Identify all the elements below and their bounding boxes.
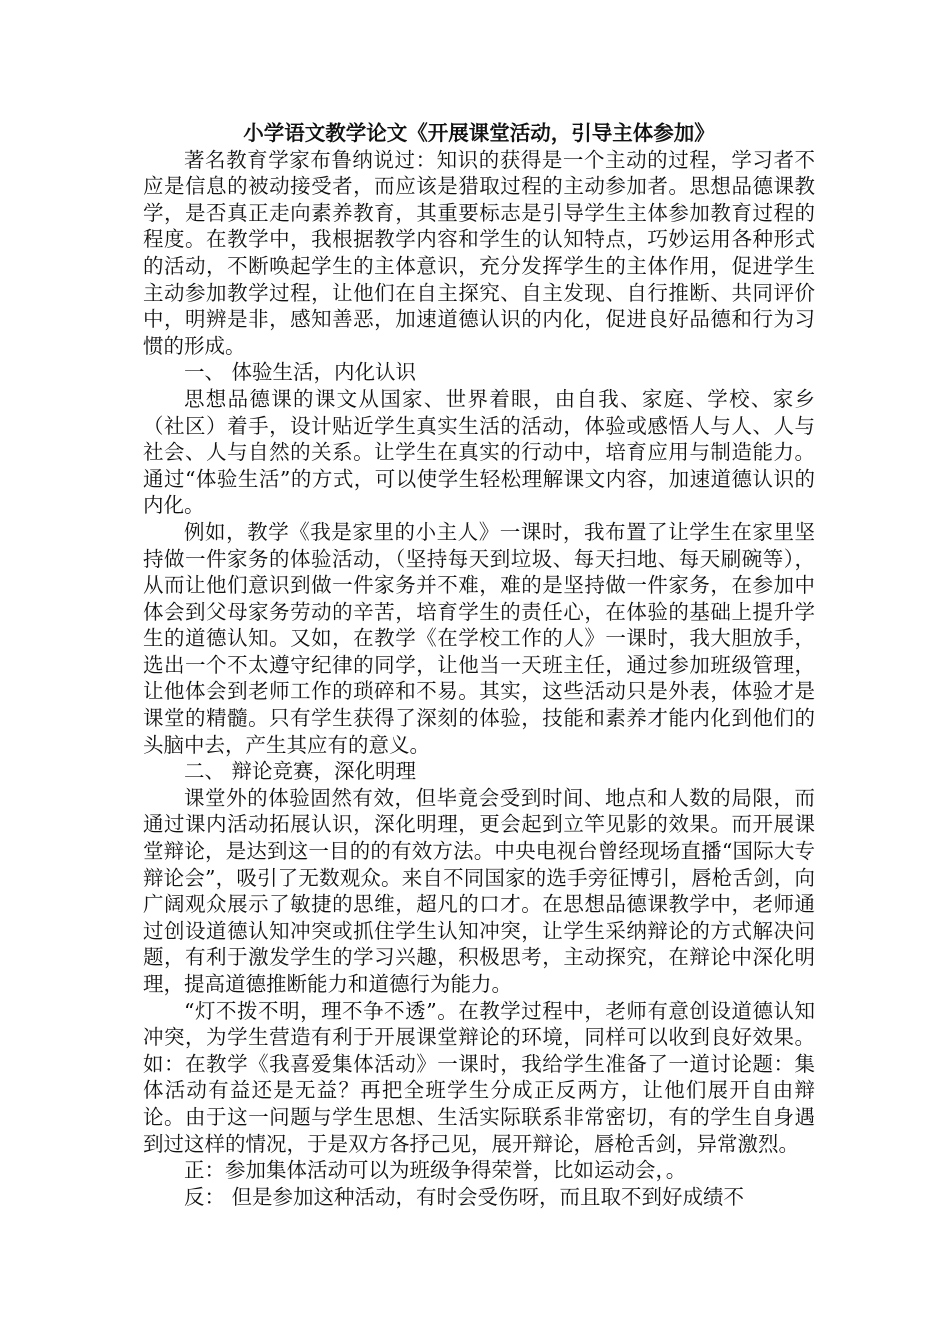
paragraph-section2-body: 课堂外的体验固然有效，但毕竟会受到时间、地点和人数的局限，而通过课内活动拓展认识，深化明理，更会起到立竿见影的效果。而开展课堂辩论，是达到这一目的的有效方法。中央电视台曾经现场直播“国际大专辩论会”，吸引了无数观众。来自不同国家的选手旁征博引，唇枪舌剑，向广阔观众展示了敏捷的思维，超凡的口才。在思想品德课教学中，老师通过创设道德认知冲突或抓住学生认知冲突，让学生采纳辩论的方式解决问题，有利于激发学生的学习兴趣，积极思考，主动探究，在辩论中深化明理，提高道德推断能力和道德行为能力。 (143, 785, 815, 996)
debate-line-pro: 正：参加集体活动可以为班级争得荣誉，比如运动会，。 (184, 1158, 687, 1183)
section-heading-2: 二、 辩论竞赛，深化明理 (184, 759, 417, 784)
paragraph-intro: 著名教育学家布鲁纳说过：知识的获得是一个主动的过程，学习者不应是信息的被动接受者，而应该是猎取过程的主动参加者。思想品德课教学，是否真正走向素养教育，其重要标志是引导学生主体参加教育过程的程度。在教学中，我根据教学内容和学生的认知特点，巧妙运用各种形式的活动，不断唤起学生的主体意识，充分发挥学生的主体作用，促进学生主动参加教学过程，让他们在自主探究、自主发现、自行推断、共同评价中，明辨是非，感知善恶，加速道德认识的内化，促进良好品德和行为习惯的形成。 (143, 147, 815, 358)
document-title: 小学语文教学论文《开展课堂活动，引导主体参加》 (243, 121, 715, 145)
paragraph-section1-body: 思想品德课的课文从国家、世界着眼，由自我、家庭、学校、家乡（社区）着手，设计贴近学生真实生活的活动，体验或感悟人与人、人与社会、人与自然的关系。让学生在真实的行动中，培育应用与制造能力。通过“体验生活”的方式，可以使学生轻松理解课文内容，加速道德认识的内化。 (143, 386, 815, 518)
document-body (143, 120, 815, 1210)
paragraph-section2-example: “灯不拨不明，理不争不透”。在教学过程中，老师有意创设道德认知冲突，为学生营造有利于开展课堂辩论的环境，同样可以收到良好效果。如：在教学《我喜爱集体活动》一课时，我给学生准备了一道讨论题：集体活动有益还是无益？再把全班学生分成正反两方，让他们展开自由辩论。由于这一问题与学生思想、生活实际联系非常密切，有的学生自身遇到过这样的情况，于是双方各抒己见，展开辩论，唇枪舌剑，异常激烈。 (143, 998, 815, 1156)
debate-line-con: 反： 但是参加这种活动，有时会受伤呀，而且取不到好成绩不 (184, 1184, 745, 1209)
section-heading-1: 一、 体验生活，内化认识 (184, 360, 417, 385)
paragraph-section1-example: 例如，教学《我是家里的小主人》一课时，我布置了让学生在家里坚持做一件家务的体验活动，（坚持每天到垃圾、每天扫地、每天刷碗等），从而让他们意识到做一件家务并不难，难的是坚持做一件家务，在参加中体会到父母家务劳动的辛苦，培育学生的责任心，在体验的基础上提升学生的道德认知。又如，在教学《在学校工作的人》一课时，我大胆放手，选出一个不太遵守纪律的同学，让他当一天班主任，通过参加班级管理，让他体会到老师工作的琐碎和不易。其实，这些活动只是外表，体验才是课堂的精髓。只有学生获得了深刻的体验，技能和素养才能内化到他们的头脑中去，产生其应有的意义。 (143, 519, 815, 757)
